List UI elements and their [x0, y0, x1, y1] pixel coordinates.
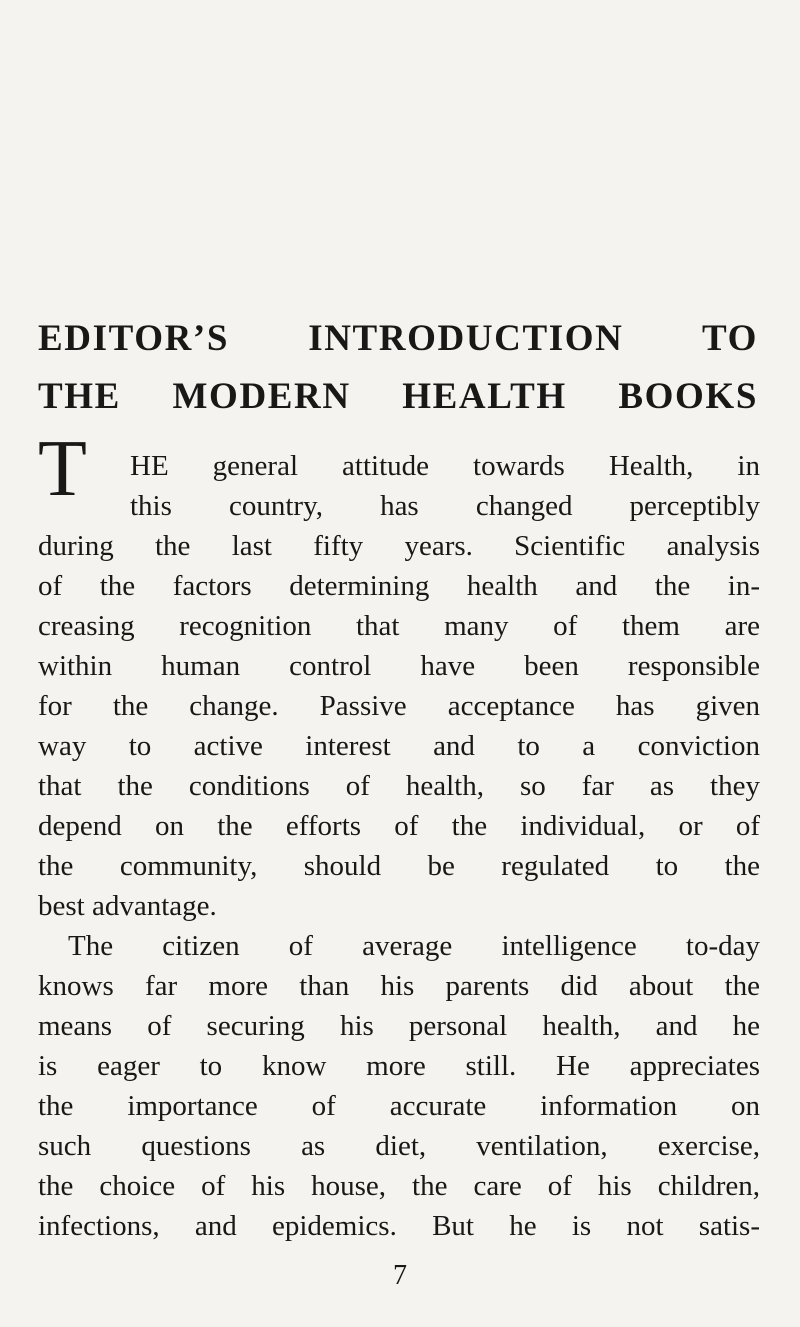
- text-line: during the last fifty years. Scientific analysis: [38, 530, 760, 562]
- text-line: infections, and epidemics. But he is not satis-: [38, 1210, 760, 1242]
- text-line: within human control have been responsible: [38, 650, 760, 682]
- text-line: the importance of accurate information on: [38, 1090, 760, 1122]
- text-line: The citizen of average intelligence to-day: [68, 930, 760, 962]
- text-line: of the factors determining health and the in-: [38, 570, 760, 602]
- text-line: for the change. Passive acceptance has given: [38, 690, 760, 722]
- text-line: means of securing his personal health, and he: [38, 1010, 760, 1042]
- chapter-title-line-1: EDITOR’S INTRODUCTION TO: [38, 318, 758, 359]
- text-line: this country, has changed perceptibly: [130, 490, 760, 522]
- drop-cap: T: [38, 425, 87, 513]
- text-line: such questions as diet, ventilation, exercise,: [38, 1130, 760, 1162]
- page-number: 7: [393, 1260, 407, 1291]
- text-line: the choice of his house, the care of his children,: [38, 1170, 760, 1202]
- text-line: that the conditions of health, so far as they: [38, 770, 760, 802]
- text-line: is eager to know more still. He appreciates: [38, 1050, 760, 1082]
- text-line: HE general attitude towards Health, in: [130, 450, 760, 482]
- text-line: knows far more than his parents did about the: [38, 970, 760, 1002]
- text-line: depend on the efforts of the individual, or of: [38, 810, 760, 842]
- chapter-title-line-2: THE MODERN HEALTH BOOKS: [38, 376, 758, 417]
- text-line: creasing recognition that many of them are: [38, 610, 760, 642]
- text-line: the community, should be regulated to the: [38, 850, 760, 882]
- text-line: way to active interest and to a conviction: [38, 730, 760, 762]
- text-line: best advantage.: [38, 890, 217, 922]
